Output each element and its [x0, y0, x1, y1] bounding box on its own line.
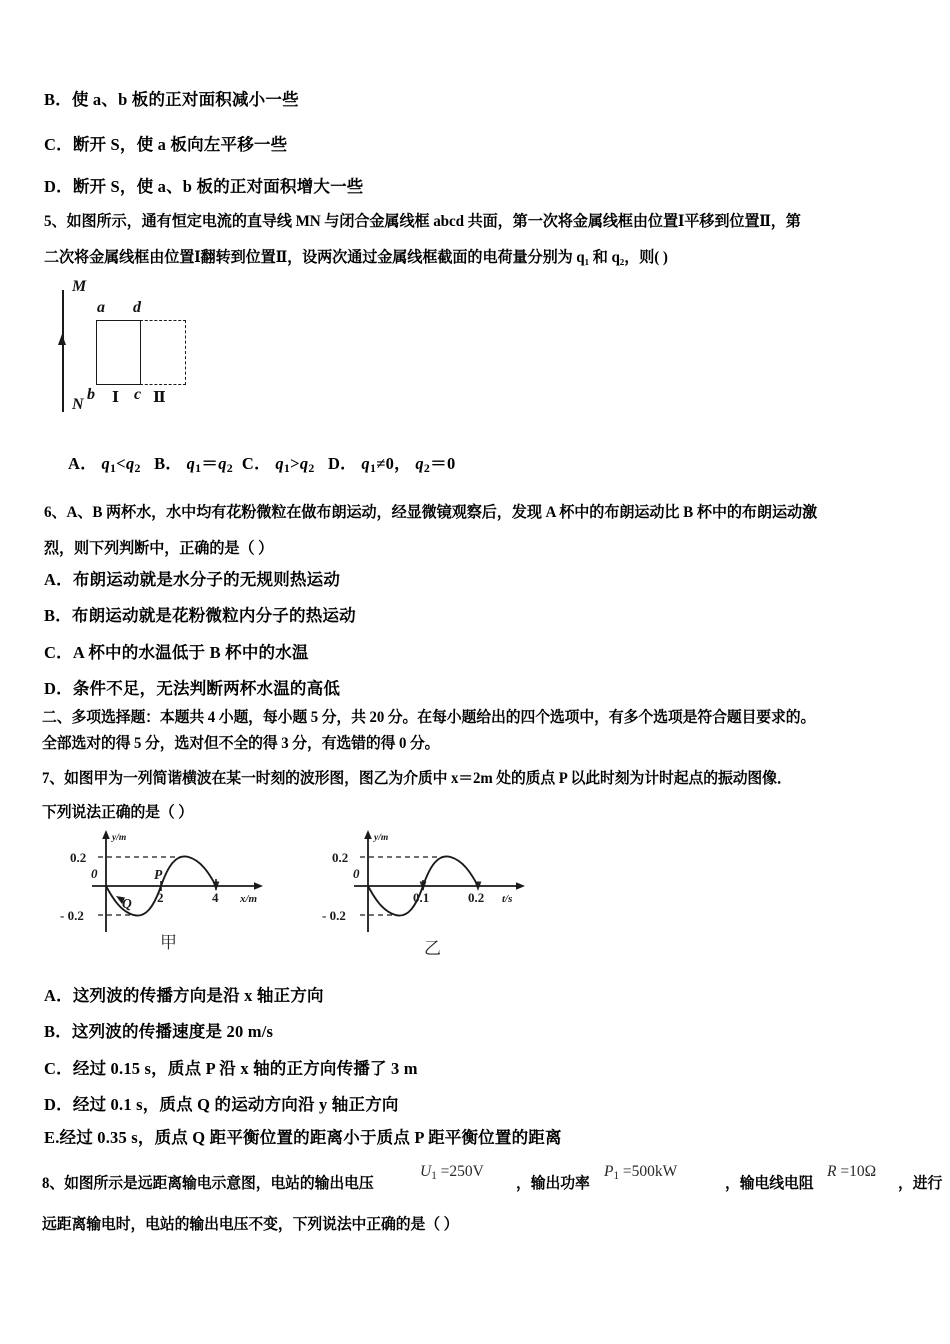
svg-text:0.2: 0.2: [332, 850, 349, 865]
q6-option-b-label: B．: [44, 606, 72, 625]
loop-position-2-bottom: [140, 384, 186, 385]
label-b: b: [87, 386, 95, 403]
q8-formula-r: R =10Ω: [827, 1163, 877, 1180]
current-direction-arrow-icon: [58, 334, 66, 345]
label-position-1: Ⅰ: [112, 390, 120, 406]
q5-figure: [52, 276, 252, 421]
q6-option-c: [44, 639, 309, 663]
q6-stem-line-2: 烈，则下列判断中，正确的是（ ）: [44, 540, 274, 557]
q7-option-b-text: 这列波的传播速度是 20 m/s: [71, 1022, 274, 1041]
q8-formula-u1: U1 =250V: [420, 1163, 484, 1182]
q8-stem-line-2: 远距离输电时，电站的输出电压不变，下列说法中正确的是（ ）: [42, 1216, 459, 1233]
wave-graph-jia-svg: [58, 828, 288, 940]
label-a: a: [97, 299, 105, 316]
q7-option-d-label: D．: [44, 1095, 73, 1114]
q4-option-c-label: C．: [44, 135, 73, 154]
section2-line-1: 二、多项选择题：本题共 4 小题，每小题 5 分，共 20 分。在每小题给出的四个选项中，有多个选项是符合题目要求的。: [42, 709, 816, 726]
q8-mid-2: ，输电线电阻: [725, 1175, 814, 1192]
svg-text:t/s: t/s: [502, 893, 513, 905]
wave-graph-jia-caption: 甲: [160, 933, 177, 952]
q4-option-d: [44, 173, 364, 197]
q6-option-d-text: 条件不足，无法判断两杯水温的高低: [72, 679, 341, 698]
svg-text:Q: Q: [122, 896, 132, 911]
q5-option-d: D． q1≠0， q2＝0: [327, 454, 456, 475]
label-c: c: [134, 386, 142, 403]
q6-stem-line-1: 6、A、B 两杯水，水中均有花粉微粒在做布朗运动，经显微镜观察后，发现 A 杯中的布朗运动比 B 杯中的布朗运动激: [44, 504, 818, 521]
q5-stem-line-1: 5、如图所示，通有恒定电流的直导线 MN 与闭合金属线框 abcd 共面，第一次将金属线框由位置Ⅰ平移到位置Ⅱ，第: [44, 213, 801, 230]
q5-option-a: A． q1<q2: [68, 454, 141, 475]
q5-stem-line-2: 二次将金属线框由位置Ⅰ翻转到位置Ⅱ，设两次通过金属线框截面的电荷量分别为 q₁ 和 q₂，则( ): [44, 249, 668, 266]
section2-line-2: 全部选对的得 5 分，选对但不全的得 3 分，有选错的得 0 分。: [42, 735, 440, 752]
q4-option-c-text: 断开 S，使 a 板向左平移一些: [72, 135, 288, 154]
q7-option-b: [44, 1018, 273, 1042]
label-n: N: [72, 396, 84, 413]
q8-formula-p1: P1 =500kW: [604, 1163, 678, 1182]
q7-option-d: [44, 1091, 399, 1115]
label-m: M: [72, 278, 87, 295]
svg-text:4: 4: [212, 890, 219, 905]
svg-text:2: 2: [157, 890, 164, 905]
q7-option-b-label: B．: [44, 1022, 72, 1041]
label-d: d: [133, 299, 141, 316]
q7-option-a: [44, 982, 324, 1006]
q8-mid-1: ，输出功率: [516, 1175, 590, 1192]
q4-option-d-label: D．: [44, 177, 73, 196]
svg-text:P: P: [154, 867, 163, 882]
svg-text:- 0.2: - 0.2: [60, 908, 84, 923]
q5-options-row: [68, 450, 456, 476]
q6-option-a: [44, 566, 340, 590]
q7-stem-line-2: 下列说法正确的是（ ）: [42, 804, 194, 821]
svg-text:y/m: y/m: [374, 833, 389, 843]
q4-option-c: [44, 131, 287, 155]
wave-graph-yi-caption: 乙: [424, 939, 441, 958]
q6-option-c-text: A 杯中的水温低于 B 杯中的水温: [72, 643, 309, 662]
q7-option-d-text: 经过 0.1 s，质点 Q 的运动方向沿 y 轴正方向: [72, 1095, 399, 1114]
q6-option-c-label: C．: [44, 643, 73, 662]
loop-position-2-top: [140, 320, 186, 321]
q8-stem-prefix: 8、如图所示是远距离输电示意图，电站的输出电压: [42, 1175, 374, 1192]
q7-option-e: [44, 1124, 562, 1148]
wave-graph-jia: [58, 828, 288, 940]
q8-suffix: ，进行: [898, 1175, 943, 1192]
q7-option-a-label: A．: [44, 986, 73, 1005]
svg-text:0: 0: [91, 866, 98, 881]
q6-option-a-text: 布朗运动就是水分子的无规则热运动: [72, 570, 341, 589]
q7-option-c-text: 经过 0.15 s，质点 P 沿 x 轴的正方向传播了 3 m: [72, 1059, 418, 1078]
svg-text:- 0.2: - 0.2: [322, 908, 346, 923]
q7-option-c-label: C．: [44, 1059, 73, 1078]
q7-option-a-text: 这列波的传播方向是沿 x 轴正方向: [72, 986, 324, 1005]
q4-option-b-text: 使 a、b 板的正对面积减小一些: [71, 90, 299, 109]
q8-stem-line-1: [42, 1163, 943, 1203]
svg-text:0.2: 0.2: [70, 850, 87, 865]
q7-option-e-text: 经过 0.35 s，质点 Q 距平衡位置的距离小于质点 P 距平衡位置的距离: [59, 1128, 562, 1147]
svg-text:0: 0: [353, 866, 360, 881]
q6-option-d-label: D．: [44, 679, 73, 698]
wire-mn: [62, 290, 64, 412]
wave-graph-yi: [320, 828, 550, 940]
q6-option-a-label: A．: [44, 570, 73, 589]
loop-position-1: [96, 320, 141, 385]
q5-option-c: C． q1>q2: [241, 454, 315, 475]
q6-option-b-text: 布朗运动就是花粉微粒内分子的热运动: [71, 606, 356, 625]
q7-option-e-label: E.: [44, 1128, 60, 1147]
svg-text:x/m: x/m: [240, 893, 258, 905]
svg-text:0.2: 0.2: [468, 890, 485, 905]
q4-option-d-text: 断开 S，使 a、b 板的正对面积增大一些: [72, 177, 364, 196]
q7-stem-line-1: 7、如图甲为一列简谐横波在某一时刻的波形图，图乙为介质中 x＝2m 处的质点 P 以此时刻为计时起点的振动图像．: [42, 770, 792, 787]
q7-option-c: [44, 1055, 418, 1079]
q6-option-b: [44, 602, 356, 626]
svg-text:y/m: y/m: [112, 833, 127, 843]
q4-option-b: [44, 86, 299, 110]
loop-position-2-right: [185, 320, 186, 385]
q6-option-d: [44, 675, 340, 699]
svg-text:0.1: 0.1: [413, 890, 430, 905]
q4-option-b-label: B．: [44, 90, 72, 109]
q5-option-b: B． q1＝q2: [154, 454, 234, 475]
wave-graph-yi-svg: [320, 828, 550, 940]
label-position-2: Ⅱ: [153, 390, 166, 406]
